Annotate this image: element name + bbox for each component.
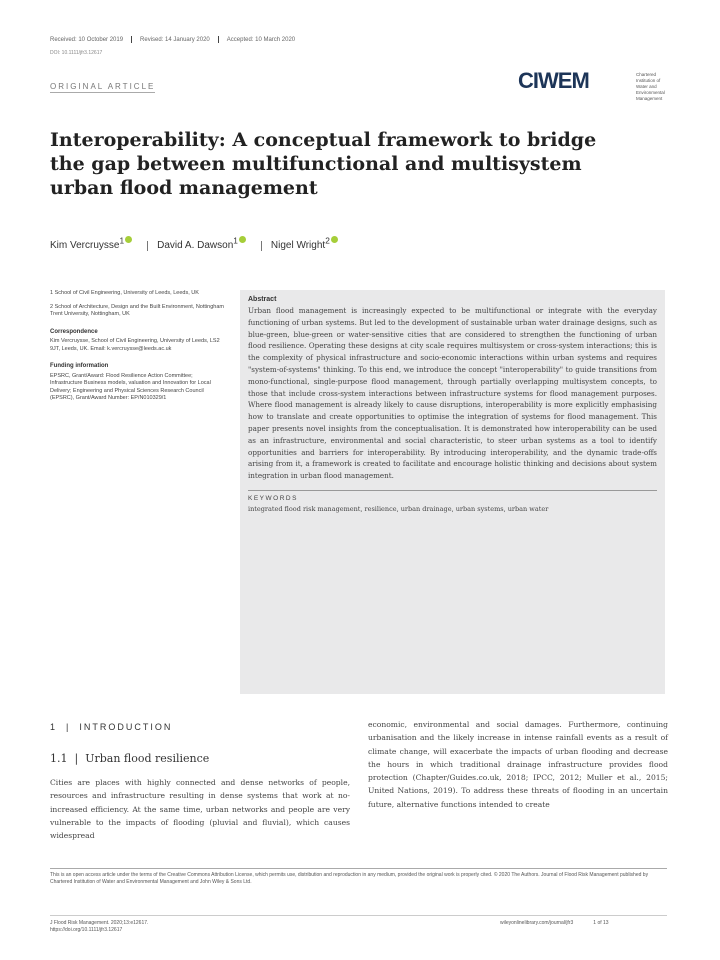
author[interactable] (270, 236, 338, 252)
divider (131, 36, 132, 43)
funding-text: EPSRC, Grant/Award: Flood Resilience Action Committee; Infrastructure Business models, valuation and Innovation for Local Delivery; Engineering and Physical Sciences Research Council (EPSRC), Grant/Award Number: EP/N010329/1 (50, 372, 211, 401)
funding-block (50, 363, 225, 403)
revised-date: Revised: 14 January 2020 (140, 37, 210, 44)
abstract-heading: Abstract (248, 296, 277, 303)
body-text-left: Cities are places with highly connected and dense networks of people, resources and infrastructure resulting in dense systems that work at no-increased efficiency. At the same time, urban networks and people are very vulnerable to the impacts of flooding (pluvial and fluvial), which causes widespread (50, 778, 350, 841)
subsection-number: 1.1 (50, 752, 68, 765)
orcid-icon[interactable] (125, 236, 132, 243)
logo-subtitle: Chartered Institution of Water and Environmental Management (636, 72, 665, 101)
orcid-icon[interactable] (331, 236, 338, 243)
journal-logo (518, 68, 668, 101)
logo-text: CIWEM (518, 68, 589, 93)
subsection-title: Urban flood resilience (85, 752, 210, 765)
orcid-icon[interactable] (239, 236, 246, 243)
author-list (50, 236, 344, 251)
keywords-heading: KEYWORDS (248, 494, 298, 502)
divider (147, 241, 148, 251)
author[interactable] (50, 236, 132, 252)
page-footer (500, 920, 609, 926)
affiliation: 1 School of Civil Engineering, University of Leeds, Leeds, UK (50, 290, 199, 296)
affiliations (50, 290, 225, 319)
correspondence-block (50, 329, 225, 354)
doi[interactable]: DOI: 10.1111/jfr3.12617 (50, 50, 103, 56)
divider (261, 241, 262, 251)
author-sup: 2 (325, 236, 330, 246)
accepted-date: Accepted: 10 March 2020 (226, 37, 296, 44)
journal-url[interactable]: wileyonlinelibrary.com/journal/jfr3 (500, 920, 574, 926)
journal-citation (50, 920, 148, 934)
article-type: ORIGINAL ARTICLE (50, 82, 156, 91)
author-name: Kim Vercruysse (50, 240, 120, 252)
section-title: INTRODUCTION (79, 722, 173, 732)
correspondence-text: Kim Vercruysse, School of Civil Engineering, University of Leeds, LS2 9JT, Leeds, UK. Email: k.vercruysse@leeds.ac.uk (50, 338, 220, 352)
doi-link[interactable]: https://doi.org/10.1111/jfr3.12617 (50, 927, 123, 933)
author-sup: 1 (119, 236, 125, 246)
abstract-text: Urban flood management is increasingly expected to be multifunctional or integrate with the everyday functioning of urban systems. But led to the development of sustainable urban water drainage designs, such as blue-green, blue-green or water-sensitive cities that are considered to strengthen the functioning of urban flood resilience. Operating these designs at city scale requires multisystem or cross-system interactions; this is the complexity of physical infrastructure and socio-economic interactions within urban systems and requires "system-of-systems" thinking. To this end, we introduce the concept "interoperability" to guide transitions from mono-functional, single-purpose flood management, through partially overlapping multisystem concepts, to those that include cross-system interactions between infrastructure systems for flood management purposes. Where flood management is already likely to cause disruptions, interoperability is more explicitly emphasising how to translate and create opportunities to optimise the integration of systems for flood management. This paper presents novel insights from the conceptualisation. It is demonstrated how interoperability can be used as an infrastructure, environmental and social characteristic, to steer urban systems as a tool to identify opportunities and barriers for interoperability. By introducing interoperability, and the dynamic trade-offs arising from it, a framework is created to facilitate and encourage holistic thinking and decisions about system integration in urban flood management. (248, 306, 657, 481)
author[interactable] (157, 236, 246, 252)
journal-ref: J Flood Risk Management. 2020;13:e12617. (50, 920, 149, 926)
divider (50, 868, 667, 869)
page-number: 1 of 13 (593, 920, 609, 926)
divider (50, 915, 667, 916)
keywords-text: integrated flood risk management, resilience, urban drainage, urban systems, urban water (248, 504, 549, 513)
license-footnote: This is an open access article under the terms of the Creative Commons Attribution License, which permits use, distribution and reproduction in any medium, provided the original work is properly cited. © 2020 The Authors. Journal of Flood Risk Management published by Chartered Institution of Water and Environmental Management and John Wiley & Sons Ltd. (50, 872, 649, 885)
abstract-box (240, 290, 665, 694)
affiliation: 2 School of Architecture, Design and the Built Environment, Nottingham Trent University, Nottingham, UK (50, 303, 224, 317)
section-number: 1 (50, 722, 58, 732)
correspondence-heading: Correspondence (50, 328, 98, 335)
divider (248, 490, 657, 491)
section-heading: 1 | INTRODUCTION (50, 722, 173, 732)
article-title: Interoperability: A conceptual framework to bridge the gap between multifunctional and multisystem urban flood management (50, 129, 597, 199)
received-date: Received: 10 October 2019 (50, 37, 124, 44)
body-text-right: economic, environmental and social damages. Furthermore, continuing urbanisation and the likely increase in intense rainfall events as a result of climate change, will exacerbate the impacts of urban flooding and decrease the hours in which traditional drainage infrastructure provides flood protection (Chapter/Guides.co.uk, 2018; IPCC, 2012; Muller et al., 2015; United Nations, 2019). To address these threats of flooding in an uncertain future, alternative functions intended to create (368, 720, 668, 809)
divider (218, 36, 219, 43)
author-sup: 1 (233, 236, 238, 246)
author-name: David A. Dawson (157, 240, 234, 252)
article-info-sidebar (50, 290, 225, 413)
author-name: Nigel Wright (270, 240, 326, 252)
publication-history (50, 36, 303, 43)
subsection-heading: 1.1 | Urban flood resilience (50, 752, 210, 765)
funding-heading: Funding information (50, 363, 109, 369)
